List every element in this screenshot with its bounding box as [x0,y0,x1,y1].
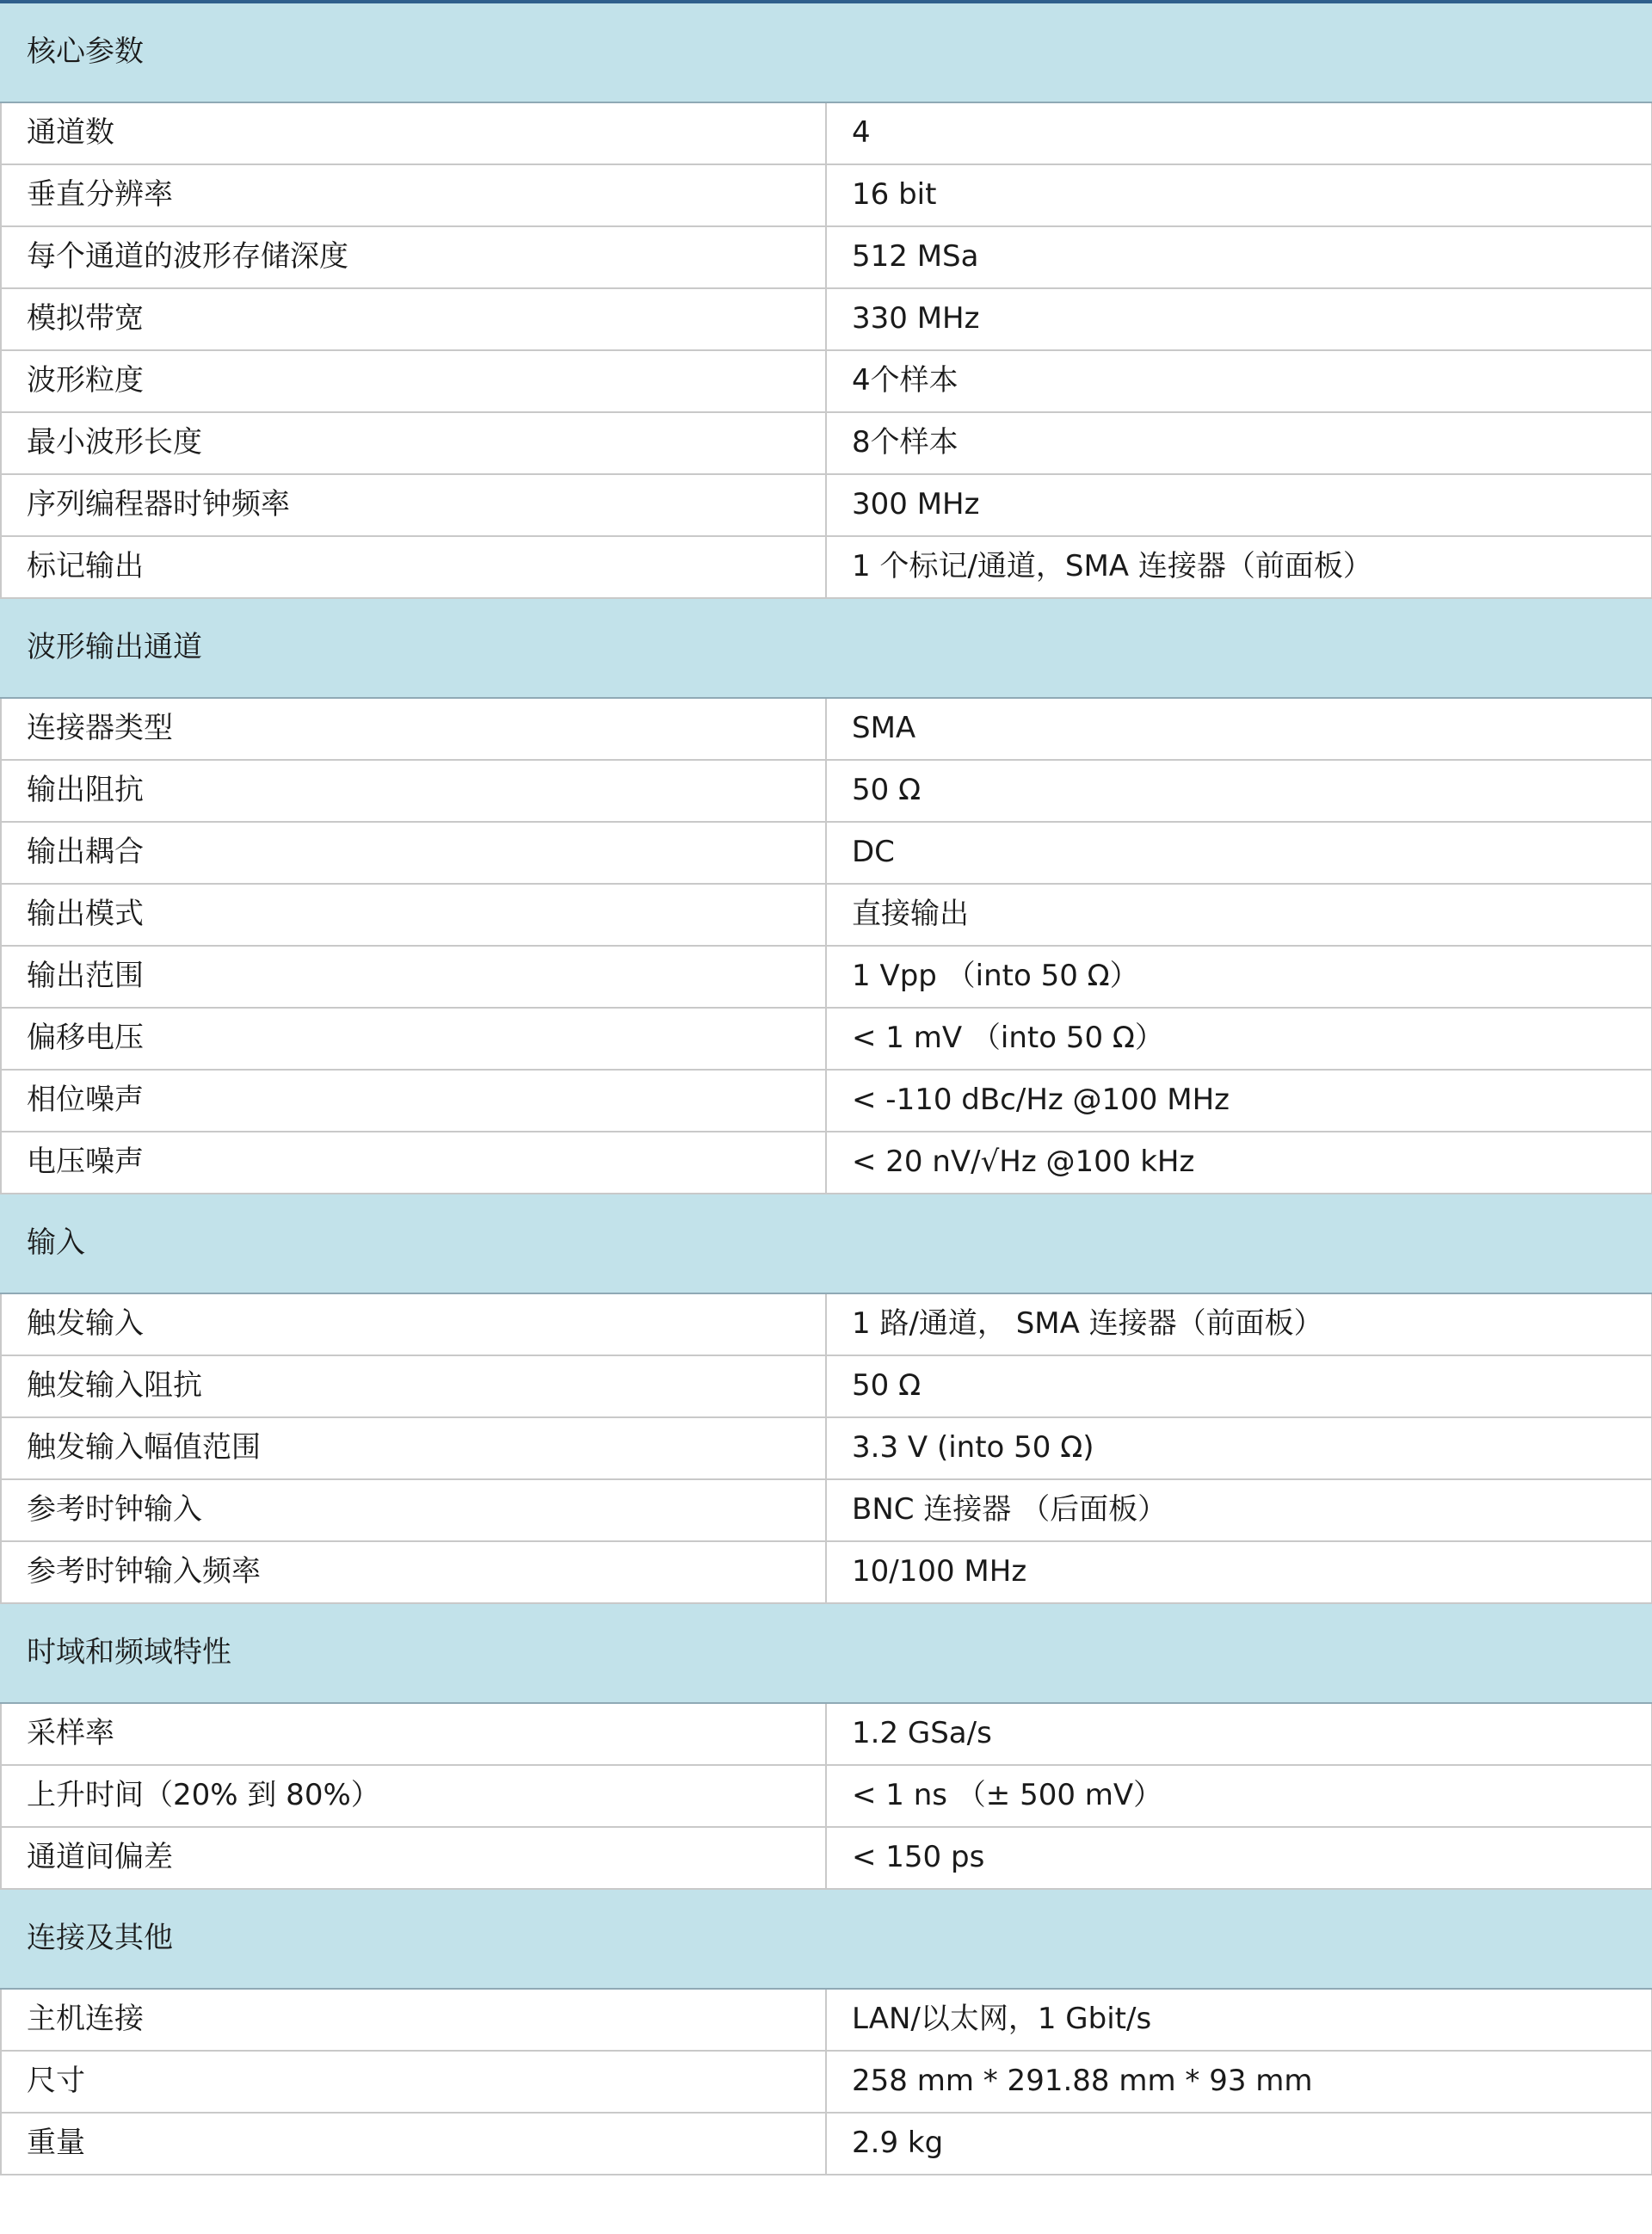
section-title: 输入 [1,1194,1652,1293]
spec-row [1,164,1652,226]
spec-row [1,1132,1652,1194]
spec-label: 采样率 [1,1703,826,1765]
spec-row [1,350,1652,412]
spec-value: 330 MHz [826,288,1652,350]
spec-label: 垂直分辨率 [1,164,826,226]
spec-table-body [1,2,1652,2175]
spec-row [1,884,1652,946]
spec-label: 触发输入阻抗 [1,1355,826,1417]
spec-row [1,1703,1652,1765]
spec-label: 上升时间（20% 到 80%） [1,1765,826,1827]
section-title: 连接及其他 [1,1889,1652,1989]
spec-value: 1 路/通道， SMA 连接器（前面板） [826,1293,1652,1355]
section-header-row [1,2,1652,102]
spec-value: 1.2 GSa/s [826,1703,1652,1765]
section-title: 核心参数 [1,2,1652,102]
spec-row [1,1293,1652,1355]
spec-row [1,1827,1652,1889]
spec-label: 标记输出 [1,536,826,598]
spec-label: 输出耦合 [1,822,826,884]
spec-label: 序列编程器时钟频率 [1,474,826,536]
spec-row [1,1355,1652,1417]
spec-value: 50 Ω [826,760,1652,822]
spec-label: 最小波形长度 [1,412,826,474]
spec-label: 尺寸 [1,2051,826,2113]
spec-value: < -110 dBc/Hz @100 MHz [826,1070,1652,1132]
section-title: 时域和频域特性 [1,1603,1652,1703]
spec-label: 触发输入 [1,1293,826,1355]
spec-value: 8个样本 [826,412,1652,474]
spec-label: 主机连接 [1,1989,826,2051]
spec-value: 4个样本 [826,350,1652,412]
spec-row [1,536,1652,598]
spec-row [1,474,1652,536]
spec-label: 重量 [1,2113,826,2175]
spec-value: 1 个标记/通道，SMA 连接器（前面板） [826,536,1652,598]
spec-label: 波形粒度 [1,350,826,412]
spec-value: BNC 连接器 （后面板） [826,1479,1652,1541]
spec-label: 偏移电压 [1,1008,826,1070]
section-header-row [1,598,1652,698]
spec-value: 10/100 MHz [826,1541,1652,1603]
spec-label: 输出阻抗 [1,760,826,822]
spec-label: 参考时钟输入频率 [1,1541,826,1603]
spec-row [1,946,1652,1008]
spec-row [1,698,1652,760]
spec-row [1,1070,1652,1132]
section-header-row [1,1603,1652,1703]
spec-row [1,1479,1652,1541]
spec-label: 输出范围 [1,946,826,1008]
spec-value: < 150 ps [826,1827,1652,1889]
spec-row [1,1008,1652,1070]
spec-label: 触发输入幅值范围 [1,1417,826,1479]
spec-value: < 1 mV （into 50 Ω） [826,1008,1652,1070]
spec-row [1,2051,1652,2113]
spec-label: 参考时钟输入 [1,1479,826,1541]
spec-value: 16 bit [826,164,1652,226]
spec-value: LAN/以太网，1 Gbit/s [826,1989,1652,2051]
spec-value: < 1 ns （± 500 mV） [826,1765,1652,1827]
spec-row [1,102,1652,164]
spec-row [1,288,1652,350]
spec-row [1,760,1652,822]
spec-row [1,822,1652,884]
spec-value: 50 Ω [826,1355,1652,1417]
section-title: 波形输出通道 [1,598,1652,698]
spec-value: DC [826,822,1652,884]
spec-row [1,1541,1652,1603]
spec-value: 300 MHz [826,474,1652,536]
spec-value: SMA [826,698,1652,760]
spec-row [1,1417,1652,1479]
spec-label: 相位噪声 [1,1070,826,1132]
spec-label: 每个通道的波形存储深度 [1,226,826,288]
spec-label: 通道数 [1,102,826,164]
spec-value: 258 mm * 291.88 mm * 93 mm [826,2051,1652,2113]
spec-label: 模拟带宽 [1,288,826,350]
spec-label: 电压噪声 [1,1132,826,1194]
spec-row [1,226,1652,288]
spec-row [1,2113,1652,2175]
section-header-row [1,1194,1652,1293]
spec-value: 4 [826,102,1652,164]
spec-row [1,1989,1652,2051]
spec-label: 通道间偏差 [1,1827,826,1889]
spec-label: 输出模式 [1,884,826,946]
spec-value: 1 Vpp （into 50 Ω） [826,946,1652,1008]
spec-value: < 20 nV/√Hz @100 kHz [826,1132,1652,1194]
spec-value: 3.3 V (into 50 Ω) [826,1417,1652,1479]
spec-value: 2.9 kg [826,2113,1652,2175]
spec-label: 连接器类型 [1,698,826,760]
section-header-row [1,1889,1652,1989]
spec-row [1,412,1652,474]
spec-value: 512 MSa [826,226,1652,288]
spec-row [1,1765,1652,1827]
spec-value: 直接输出 [826,884,1652,946]
